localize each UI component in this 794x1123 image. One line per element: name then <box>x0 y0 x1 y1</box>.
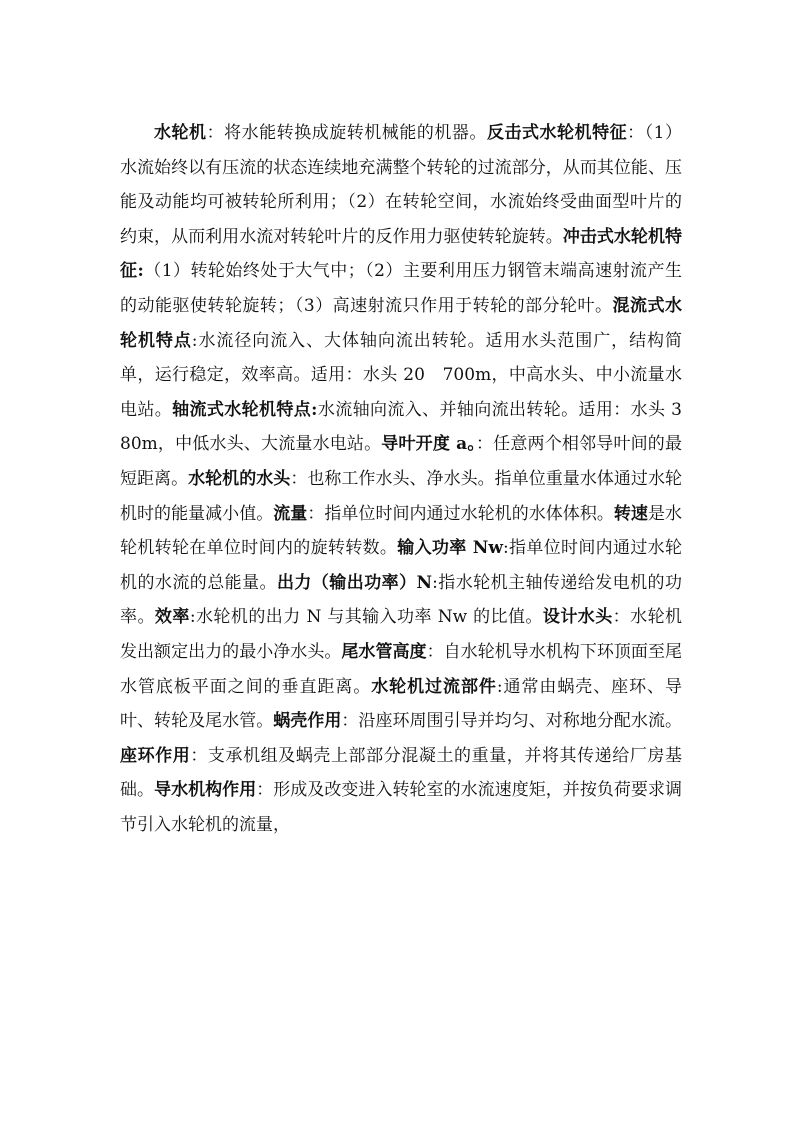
definition-text: ：也称工作水头、净水头。指单位重量水体通过水轮机时的能量减小值。 <box>120 468 682 524</box>
definition-text: :水轮机的出力 N 与其输入功率 Nw 的比值。 <box>189 607 543 628</box>
definition-text: ：（1）水流始终以有压流的状态连续地充满整个转轮的过流部分，从而其位能、压能及动能均可被转轮所利用；（2）在转轮空间，水流始终受曲面型叶片的约束，从而利用水流对转轮叶片的反作用力驱使转轮旋转。 <box>120 123 683 247</box>
term-heading: 冲击式水轮机特征: <box>120 226 682 282</box>
term-heading: 流量 <box>273 503 308 524</box>
definition-text: :指水轮机主轴传递给发电机的功率。 <box>120 572 683 628</box>
definition-text: ：形成及改变进入转轮室的水流速度矩，并按负荷要求调节引入水轮机的流量， <box>120 780 682 835</box>
body-paragraph <box>120 116 699 842</box>
term-heading: 出力（输出功率）N <box>276 572 433 593</box>
term-heading: 尾水管高度 <box>341 641 427 662</box>
document-page <box>120 116 699 842</box>
term-heading: 水轮机的水头 <box>188 468 291 489</box>
definition-text: :指单位时间内通过水轮机的水流的总能量。 <box>120 538 682 593</box>
definition-text: ：水轮机发出额定出力的最小净水头。 <box>120 607 683 662</box>
definition-text: ：支承机组及蜗壳上部部分混凝土的重量，并将其传递给厂房基础。 <box>120 745 683 801</box>
definition-text: :水流径向流入、大体轴向流出转轮。适用水头范围广，结构简单，运行稳定，效率高。适用：水头 20 700m，中高水头、中小流量水电站。 <box>120 330 682 420</box>
term-heading: 座环作用 <box>120 745 191 766</box>
definition-text: ：任意两个相邻导叶间的最短距离。 <box>120 434 682 489</box>
definition-text: 水流轴向流入、并轴向流出转轮。适用：水头 3 80m，中低水头、大流量水电站。 <box>120 399 699 455</box>
term-heading: 混流式水轮机特点 <box>120 295 683 351</box>
term-heading: 水轮机 <box>154 123 207 143</box>
definition-text: ：沿座环周围引导并均匀、对称地分配水流。 <box>341 711 682 732</box>
definition-text: ：将水能转换成旋转机械能的机器。 <box>206 123 487 143</box>
term-heading: 转速 <box>613 503 648 524</box>
term-heading: 设计水头 <box>542 607 613 628</box>
term-heading: 轴流式水轮机特点: <box>172 399 318 420</box>
definition-text: :通常由蜗壳、座环、导叶、转轮及尾水管。 <box>120 676 682 732</box>
term-heading: 反击式水轮机特征 <box>486 123 628 143</box>
definition-text: （1）转轮始终处于大气中；（2）主要利用压力钢管末端高速射流产生的动能驱使转轮旋转；（3）高速射流只作用于转轮的部分轮叶。 <box>120 261 682 316</box>
definition-text: ：自水轮机导水机构下环顶面至尾水管底板平面之间的垂直距离。 <box>120 641 682 697</box>
term-heading: 导水机构作用 <box>154 780 257 801</box>
term-heading: 效率 <box>154 607 190 628</box>
term-heading: 导叶开度 a。 <box>381 434 476 455</box>
term-heading: 蜗壳作用 <box>273 711 342 732</box>
term-heading: 水轮机过流部件 <box>371 676 497 697</box>
definition-text: ：指单位时间内通过水轮机的水体体积。 <box>307 503 614 524</box>
definition-text: 是水轮机转轮在单位时间内的旋转转数。 <box>120 503 682 559</box>
term-heading: 输入功率 Nw <box>397 538 503 559</box>
